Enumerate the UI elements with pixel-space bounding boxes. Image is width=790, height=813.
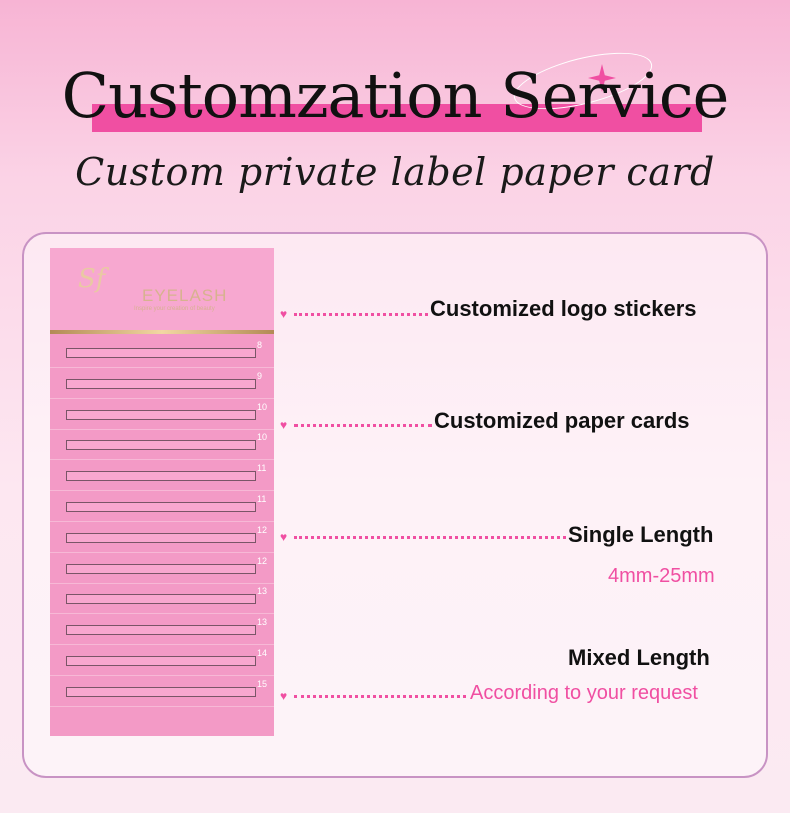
heart-icon: ♥ xyxy=(280,530,288,544)
lash-strip-slot xyxy=(66,625,256,635)
length-number: 9 xyxy=(257,370,263,381)
lash-row xyxy=(50,675,274,707)
length-number: 13 xyxy=(257,586,268,597)
brand-logo-mark: Sf xyxy=(78,264,106,294)
length-number: 15 xyxy=(257,678,268,689)
title-area xyxy=(0,0,790,220)
lash-row xyxy=(50,582,274,614)
lash-row xyxy=(50,644,274,676)
lash-row xyxy=(50,398,274,430)
length-number: 12 xyxy=(257,555,268,566)
card-header xyxy=(50,248,274,330)
brand-tagline: Inspire your creation of beauty xyxy=(134,306,215,312)
length-number: 13 xyxy=(257,617,268,628)
page-subtitle: Custom private label paper card xyxy=(75,150,715,194)
length-number: 8 xyxy=(257,340,263,350)
dotted-leader xyxy=(294,695,466,698)
lash-paper-card xyxy=(50,248,274,736)
gold-divider xyxy=(50,330,274,334)
lash-row xyxy=(50,428,274,460)
lash-strip-slot xyxy=(66,564,256,574)
length-number: 10 xyxy=(257,401,268,412)
callout-mixed-label: Mixed Length xyxy=(568,645,710,670)
dotted-leader xyxy=(294,536,566,539)
lash-strip-slot xyxy=(66,379,256,389)
dotted-leader xyxy=(294,424,432,427)
lash-row xyxy=(50,613,274,645)
lash-strip-slot xyxy=(66,471,256,481)
page-title: Customzation Service xyxy=(61,59,729,132)
lash-strip-slot xyxy=(66,687,256,697)
length-number: 11 xyxy=(257,494,267,504)
length-number: 10 xyxy=(257,432,268,443)
lash-row xyxy=(50,459,274,491)
lash-row xyxy=(50,490,274,522)
length-number: 12 xyxy=(257,524,268,535)
lash-row xyxy=(50,367,274,399)
lash-strip-slot xyxy=(66,440,256,450)
length-number: 14 xyxy=(257,648,268,658)
brand-name: EYELASH xyxy=(142,286,228,305)
mixed-length-note: According to your request xyxy=(470,682,698,704)
dotted-leader xyxy=(294,313,428,316)
callout-paper-line xyxy=(280,419,432,431)
lash-row xyxy=(50,521,274,553)
lash-row xyxy=(50,552,274,584)
lash-strip-slot xyxy=(66,656,256,666)
lash-strip-slot xyxy=(66,410,256,420)
callout-single-label: Single Length xyxy=(568,522,714,547)
heart-icon: ♥ xyxy=(280,418,288,432)
callout-paper-label: Customized paper cards xyxy=(434,408,690,433)
heart-icon: ♥ xyxy=(280,689,288,703)
lash-row xyxy=(50,336,274,368)
callout-mixed-line xyxy=(280,690,466,702)
length-number: 11 xyxy=(257,463,267,474)
callout-logo-label: Customized logo stickers xyxy=(430,296,697,321)
heart-icon: ♥ xyxy=(280,307,288,321)
lash-strip-slot xyxy=(66,594,256,604)
callout-single-line xyxy=(280,531,566,543)
lash-strip-slot xyxy=(66,348,256,358)
lash-strip-slot xyxy=(66,533,256,543)
lash-strip-slot xyxy=(66,502,256,512)
callout-logo-line xyxy=(280,308,428,320)
single-length-range: 4mm-25mm xyxy=(608,565,715,587)
